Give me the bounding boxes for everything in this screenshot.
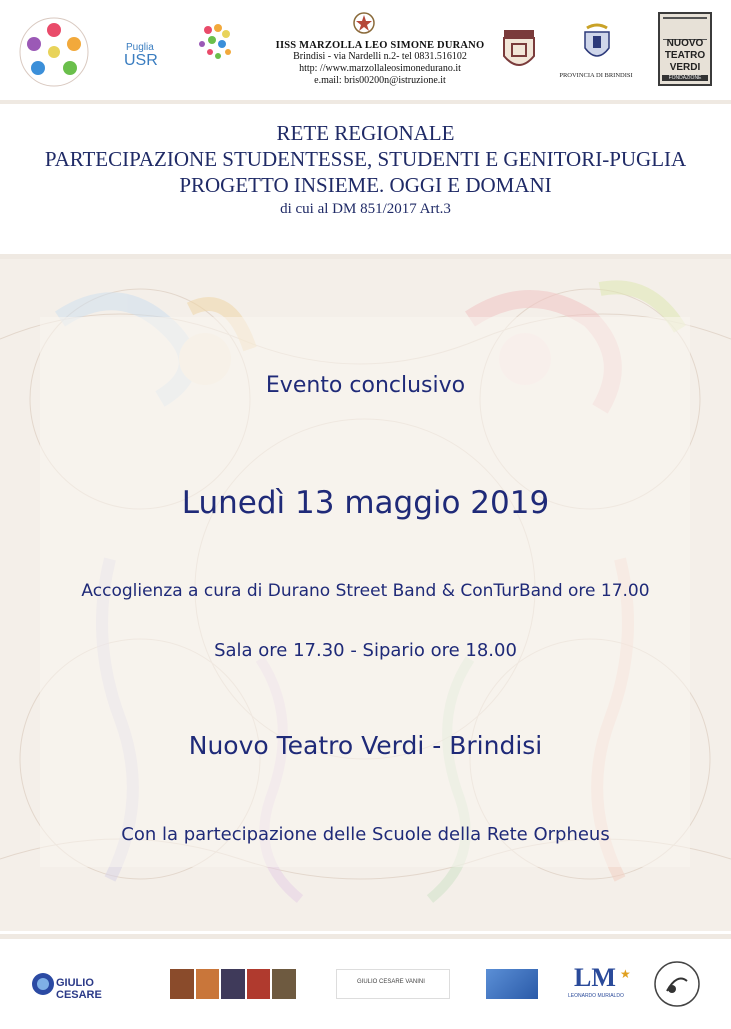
provincia-crest-icon (579, 22, 615, 66)
teatro-line4: FONDAZIONE (662, 75, 708, 81)
provincia-label: PROVINCIA DI BRINDISI (559, 72, 633, 79)
lm-text: LM (574, 963, 616, 992)
school-photos-logo (170, 969, 296, 999)
teatro-line1: NUOVO (666, 38, 704, 49)
school-address: Brindisi - via Nardelli n.2- tel 0831.516102 (293, 51, 467, 62)
event-venue: Nuovo Teatro Verdi - Brindisi (188, 731, 543, 760)
rete-line3: PROGETTO INSIEME. OGGI E DOMANI (179, 173, 552, 197)
music-circle-logo (652, 959, 702, 1009)
usr-dots-icon (188, 22, 238, 72)
genitori-network-logo (14, 12, 94, 92)
republic-emblem-icon (352, 10, 376, 36)
rete-line1: RETE REGIONALE (276, 121, 455, 145)
header (0, 0, 731, 104)
event-poster (0, 259, 731, 931)
rete-line4: di cui al DM 851/2017 Art.3 (280, 201, 451, 217)
school-info (250, 40, 510, 87)
lm-subtitle: LEONARDO MURIALDO (568, 993, 624, 999)
lm-logo (568, 963, 634, 1003)
teatro-line2: TEATRO (664, 50, 706, 61)
rete-heading-block (0, 108, 731, 259)
vanini-logo (336, 969, 450, 999)
usr-puglia-logo (120, 30, 240, 80)
footer-logos (0, 934, 731, 1029)
usr-logo-bottom: USR (124, 52, 158, 69)
city-crest-icon (498, 24, 540, 76)
star-icon: ★ (620, 967, 631, 981)
event-title: Evento conclusivo (265, 373, 466, 398)
event-welcome: Accoglienza a cura di Durano Street Band & ConTurBand ore 17.00 (81, 581, 650, 601)
event-date: Lunedì 13 maggio 2019 (181, 485, 550, 521)
giulio-cesare-logo (30, 967, 140, 1001)
event-times: Sala ore 17.30 - Sipario ore 18.00 (214, 640, 517, 661)
usr-logo-top: Puglia (126, 42, 154, 53)
school-name: IISS MARZOLLA LEO SIMONE DURANO (275, 40, 485, 51)
school-website: http: //www.marzollaleosimonedurano.it (299, 63, 461, 74)
school-email: e.mail: bris00200n@istruzione.it (314, 75, 446, 86)
giulio-cesare-text: GIULIO CESARE (56, 977, 102, 1001)
event-participation: Con la partecipazione delle Scuole della Rete Orpheus (121, 824, 610, 845)
teatro-verdi-logo (658, 12, 712, 86)
teatro-line3: VERDI (669, 62, 701, 73)
blue-institute-logo (486, 969, 538, 999)
globe-icon (30, 971, 56, 997)
rete-line2: PARTECIPAZIONE STUDENTESSE, STUDENTI E GENITORI-PUGLIA (44, 147, 687, 171)
vanini-text: GIULIO CESARE VANINI (357, 979, 425, 985)
